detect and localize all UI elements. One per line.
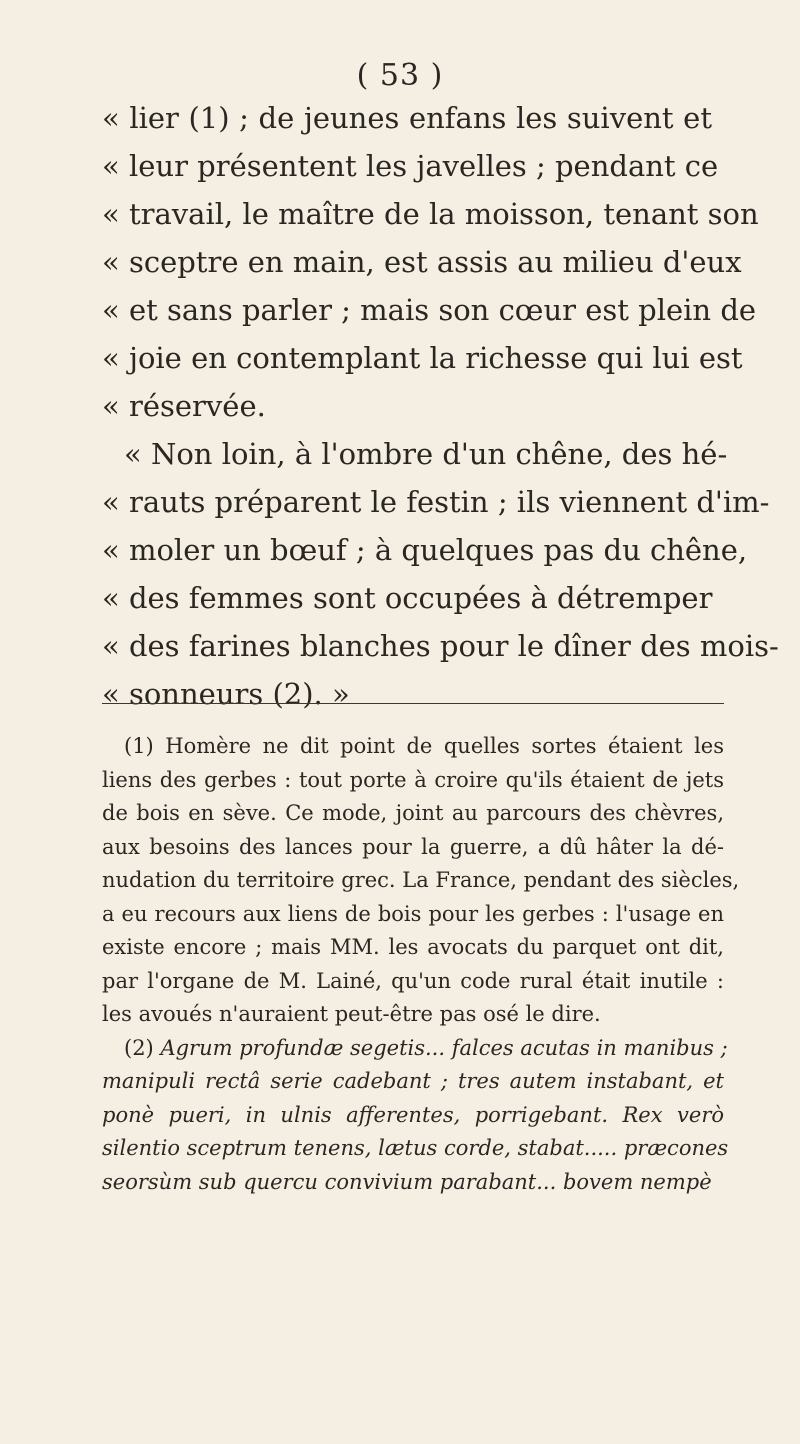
text-line: « moler un bœuf ; à quelques pas du chêne, [102,533,748,567]
text-line: « joie en contemplant la richesse qui lui est [102,341,743,375]
page-number: ( 53 ) [356,58,444,93]
text-line: « réservée. [102,389,266,423]
footnote-line: aux besoins des lances pour la guerre, a dû hâter la dé- [102,834,724,859]
footnote-line: a eu recours aux liens de bois pour les gerbes : l'usage en [102,901,724,926]
text-line: « et sans parler ; mais son cœur est plein de [102,293,757,327]
footnote-line: par l'organe de M. Lainé, qu'un code rural était inutile : [102,968,724,993]
text-line: « sonneurs (2). » [102,677,350,711]
footnote-latin-line: seorsùm sub quercu convivium parabant... bovem nempè [102,1169,712,1194]
text-line: « des femmes sont occupées à détremper [102,581,713,615]
footnote-line: (1) Homère ne dit point de quelles sortes étaient les [124,734,724,758]
text-line: « leur présentent les javelles ; pendant ce [102,149,719,183]
footnotes [102,730,740,1199]
footnote-2-first-line [102,1032,728,1066]
footnote-line: existe encore ; mais MM. les avocats du parquet ont dit, [102,935,724,959]
footnote-latin-line: silentio sceptrum tenens, lætus corde, stabat..... præcones [102,1136,729,1160]
footnote-line: les avoués n'auraient peut-être pas osé le dire. [102,1002,601,1026]
footnote-2-number: (2) [124,1035,154,1060]
footnote-2-latin: Agrum profundæ segetis... falces acutas in manibus ; [160,1035,728,1060]
text-line: « des farines blanches pour le dîner des mois- [102,629,779,663]
text-line: « lier (1) ; de jeunes enfans les suivent et [102,101,712,135]
footnote-latin-line: manipuli rectâ serie cadebant ; tres autem instabant, et [102,1069,724,1093]
footnote-line: de bois en sève. Ce mode, joint au parcours des chèvres, [102,801,724,825]
footnote-latin-line: ponè pueri, in ulnis afferentes, porrigebant. Rex verò [102,1102,724,1127]
text-line: « travail, le maître de la moisson, tenant son [102,197,759,231]
footnote-line: liens des gerbes : tout porte à croire qu'ils étaient de jets [102,767,724,792]
footnote-line: nudation du territoire grec. La France, pendant des siècles, [102,868,740,892]
footnote-separator [102,703,724,704]
text-line: « rauts préparent le festin ; ils viennent d'im- [102,485,770,519]
text-line: « Non loin, à l'ombre d'un chêne, des hé- [124,437,728,471]
text-line: « sceptre en main, est assis au milieu d'eux [102,245,742,279]
main-text [102,94,779,718]
